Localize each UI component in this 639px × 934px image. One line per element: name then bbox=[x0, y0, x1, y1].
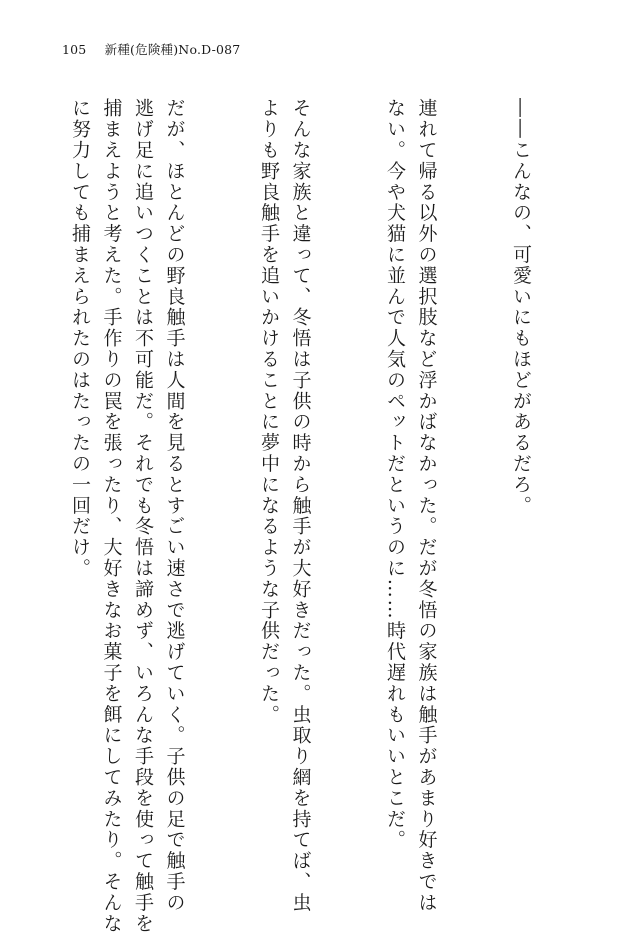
paragraph bbox=[0, 98, 1, 858]
paragraph: だが、ほとんどの野良触手は人間を見るとすごい速さで逃げていく。子供の足で触手の 逃げ足に追いつくことは不可能だ。それでも冬悟は諦めず、いろんな手段を使って触手を 捕まえようと考えた。手作りの罠を張ったり、大好きなお菓子を餌にしてみたり。そんな に努力しても捕まえられたのはたったの一回だけ。 bbox=[69, 98, 186, 934]
paragraph: そんな家族と違って、冬悟は子供の時から触手が大好きだった。虫取り網を持てば、虫 よりも野良触手を追いかけることに夢中になるような子供だった。 bbox=[258, 98, 312, 914]
paragraph: ――こんなの、可愛いにもほどがあるだろ。 bbox=[510, 98, 532, 516]
running-header bbox=[62, 40, 240, 58]
vertical-body-text bbox=[0, 98, 599, 934]
page-number: 105 bbox=[62, 42, 87, 57]
running-title: 新種(危険種)No.D-087 bbox=[104, 42, 241, 57]
paragraph: 連れて帰る以外の選択肢など浮かばなかった。だが冬悟の家族は触手があまり好きでは ない。今や犬猫に並んで人気のペットだというのに……時代遅れもいいとこだ。 bbox=[384, 98, 438, 914]
